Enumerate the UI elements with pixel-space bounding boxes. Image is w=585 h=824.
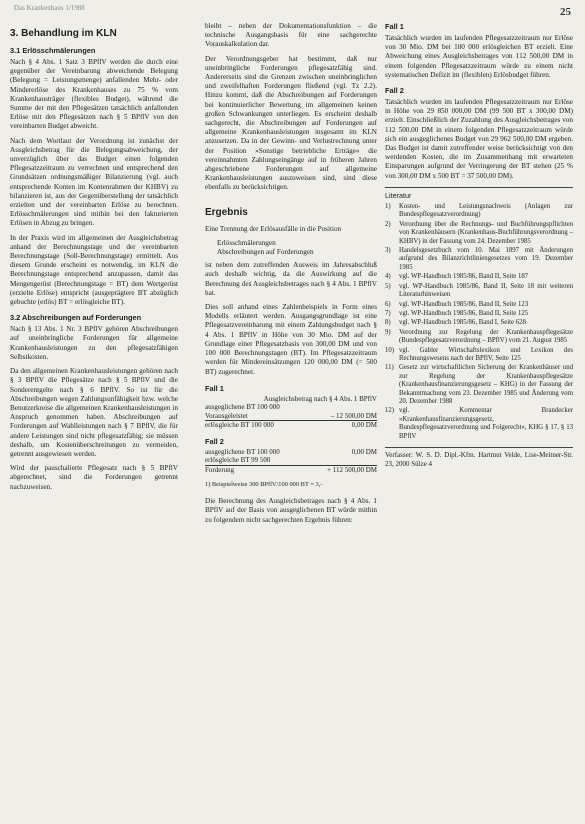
literature-item xyxy=(385,221,573,246)
literature-item xyxy=(385,247,573,272)
literature-number: 12) xyxy=(385,407,395,415)
author-note: Verfasser: W. S. D. Dipl.-Kfm. Hartmut Velde, Lise-Meitner-Str. 23, 2000 Sülze 4 xyxy=(385,447,573,469)
column-right xyxy=(385,22,573,792)
literature-number: 2) xyxy=(385,220,391,228)
literature-number: 8) xyxy=(385,319,391,327)
literature-number: 11) xyxy=(385,364,394,372)
result-item: Erlösschmälerungen xyxy=(217,238,276,247)
paragraph: Nach § 13 Abs. 1 Nr. 3 BPflV gehören Abschreibungen auf uneinbringliche Forderungen für allgemeine Krankenhausleistungen zu den pflegesatzfähigen Selbstkosten. xyxy=(10,325,178,361)
literature-number: 10) xyxy=(385,346,395,354)
result-title: Ergebnis xyxy=(205,206,248,218)
literature-item xyxy=(385,203,573,220)
literature-number: 3) xyxy=(385,247,391,255)
case2-row: Forderung + 112 500,00 DM xyxy=(205,465,377,474)
literature-text: Handelsgesetzbuch vom 10. Mai 1897 mit Änderungen aufgrund des Bilanzrichtliniengesetzes vom 19. Dezember 1985 xyxy=(399,247,573,271)
fall1-title: Fall 1 xyxy=(385,22,404,31)
result-item: Abschreibungen auf Forderungen xyxy=(217,248,314,257)
literature-text: Kosten- und Leistungsnachweis (Anlagen zur Bundespflegesatzverordnung) xyxy=(399,203,573,219)
subsection-title-3-2: 3.2 Abschreibungen auf Forderungen xyxy=(10,313,142,323)
case1-row: erlösgleiche BT 100 000 0,00 DM xyxy=(205,421,377,430)
literature-number: 1) xyxy=(385,203,391,211)
literature-number: 5) xyxy=(385,282,391,290)
case2-title: Fall 2 xyxy=(205,436,224,446)
case1-header: Ausgleichsbetrag nach § 4 Abs. 1 BPflV xyxy=(263,394,377,403)
column-middle xyxy=(205,22,377,792)
result-list xyxy=(205,239,377,257)
case1-row: Vorausgeleistet – 12 500,00 DM xyxy=(205,411,377,420)
literature-text: vgl. WP-Handbuch 1985/86, Band II, Seite 125 xyxy=(399,309,529,317)
case2-row: erlösgleiche BT 99 500 xyxy=(205,456,271,465)
section-title: 3. Behandlung im KLN xyxy=(10,28,117,39)
literature-text: vgl. WP-Handbuch 1985/86, Band II, Seite 18 mit weiteren Literaturhinweisen xyxy=(399,282,573,299)
paragraph: ist neben dem zutreffenden Ausweis im Jahresabschluß auch deshalb wichtig, da die Auswirkung auf die Berechnung des Ausgleichsbetrages nach § 4 Abs. 1 BPflV hat. xyxy=(205,261,377,297)
literature-item xyxy=(385,407,573,441)
paragraph: Nach dem Wortlaut der Verordnung ist zunächst der Ausgleichsbetrag für die Belegungsabweichung, der unverzüglich über das Budget einen folgenden Pflegesatzzeitraum zu verrechnen und entsprechend den Grundsätzen ordnungsmäßiger Bilanzierung (vgl. auch entsprechende Konten im Kontenrahmen der KHBV) zu bilanzieren ist, aus der Gegenüberstellung der tatsächlich erzielten und der vereinbarten Erlöse zu berechnen. Erlösschmälerungen sind mithin bei den fakturierten Erlösen in Abzug zu bringen. xyxy=(10,136,178,228)
subsection-title-3-1: 3.1 Erlösschmälerungen xyxy=(10,46,96,55)
literature-text: vgl. WP-Handbuch 1985/86, Band I, Seite 628 xyxy=(399,319,526,327)
paragraph: In der Praxis wird im allgemeinen der Ausgleichsbetrag anhand der Berechnungstage und der vereinbarten Berechnungstage (Soll-Berechnungstage) ermittelt. Aus diesem Grunde erscheint es notwendig, im KLN die Berechnungstage entsprechend anzupassen, damit das Mengengerüst (Berechnungstage = BT) dem Wertgerüst (erzielte Erlöse) entspricht (ausgeprägtere BT abzüglich gebuchte (erlös) BT = erlösgleiche BT). xyxy=(10,233,178,307)
page-number: 25 xyxy=(560,6,571,18)
literature-text: vgl. WP-Handbuch 1985/86, Band II, Seite 123 xyxy=(399,300,529,308)
paragraph: Tatsächlich wurden im laufenden Pflegesatzzeitraum nur Erlöse in Höhe von 29 850 000,00 DM (99 500 BT x 300,00 DM) erzielt. Einschließlich der Zuzahlung des Ausgleichsbetrages von 112 500,00 DM in einem folgenden Pflegesatzzeitraum würde sich ein ausgeglichenes Budget von 29 962 500,00 DM ergeben. Das Budget ist damit zutreffender weise berücksichtigt von den werdenden Kosten, die im Zusammenhang mit erwarteten Einsparungen aufgrund der Verringerung der BT stehen (25 % von 300,00 DM x 500 BT = 37 500,00 DM). xyxy=(385,98,573,180)
literature-item xyxy=(385,364,573,406)
literature-text: vgl. Gabler Wirtschaftslexikon und Lexikon des Rechnungswesens nach der BPflV, Seite 125 xyxy=(399,346,573,362)
literature-item xyxy=(385,347,573,364)
column-left xyxy=(10,22,178,792)
literature-item xyxy=(385,283,573,300)
literature-item xyxy=(385,301,573,309)
literature-number: 4) xyxy=(385,273,391,281)
fall2-title: Fall 2 xyxy=(385,86,404,96)
paragraph: bleibt – neben der Dokumentationsfunktion – die technische Ausgangsbasis für eine sachgerechte Vorauskalkulation dar. xyxy=(205,22,377,49)
literature-list xyxy=(385,203,573,441)
literature-text: Verordnung zur Regelung der Krankenhauspflegesätze (Bundespflegesatzverordnung – BPflV) vom 21. August 1985 xyxy=(399,328,573,345)
case1-row: ausgeglichene BT 100 000 xyxy=(205,403,280,412)
literature-number: 9) xyxy=(385,328,391,336)
paragraph: Der Verordnungsgeber hat bestimmt, daß nur uneinbringliche Forderungen pflegesatzfähig sind. Andererseits sind die Grenzen zwischen uneinbringlichen und zweifelhaften Forderungen fließend (vgl. Tz 2.2). Hinzu kommt, daß die Abschreibungen auf Forderungen bei kontinuierlicher Bewertung im allgemeinen keinen großen Schwankungen unterliegen. Es erscheint deshalb sachgerecht, die Abschreibungen auf Forderungen auf allgemeine Krankenhausleistungen insgesamt im KLN anzusetzen. Da in der Gewinn- und Verlustrechnung unter der Position »Sonstige betriebliche Erträge« die vereinnahmten Zahlungseingänge auf in früheren Jahren abgeschriebene Forderungen auf allgemeine Krankenhausleistungen auszuweisen sind, sind diese ebenfalls zu berücksichtigen. xyxy=(205,54,377,192)
paragraph: Tatsächlich wurden im laufenden Pflegesatzzeitraum nur Erlöse von 30 Mio. DM bei 100 000 erlösgleichen BT erzielt. Eine Abweichung eines Ausgleichsbetrages von 112 500,00 DM in einem folgenden Pflegesatzzeitraum würde zu einem nicht systematischen Defizit im (flexiblen) Erlösbudget führen. xyxy=(385,34,573,79)
paragraph: Nach § 4 Abs. 1 Satz 3 BPflV werden die durch eine gegenüber der Vereinbarung abweichende Belegung (Belegung = Leistungsmenge) anfallenden Mehr- oder Mindererlöse des Krankenhauses zu 75 % vom Krankenhausträger (flexibles Budget), während die Summe der mit den Pflegesätzen tatsächlich anfallenden Erlöse mit den Pflegesätzen nach § 5 BPflV von den vereinbarten Budget abweicht. xyxy=(10,58,178,131)
literature-text: vgl. Kommentar Brandecker »Krankenhausfinanzierungsgesetz, Bundespflegesatzverordnung und Folgerecht«, KHG § 17, § 13 BPflV xyxy=(399,407,573,440)
literature-item xyxy=(385,310,573,318)
paragraph: Dies soll anhand eines Zahlenbeispiels in Form eines Modells erläutert werden. Ausgangsgrundlage ist eine Pflegesatzvereinbarung mit einem Zahlungsbudget nach § 4 Abs. 1 BPflV in Höhe von 30 Mio. DM auf der Grundlage einer Pflegesatzbasis von 300,00 DM und von 100 000 Berechnungstagen (BT). Im Pflegesatzzeitraum werden für Mindereinsätzungen 120 000,00 DM (= 500 BT) zugerechnet. xyxy=(205,303,377,376)
literature-item xyxy=(385,329,573,346)
literature-number: 6) xyxy=(385,300,391,308)
literature-text: Gesetz zur wirtschaftlichen Sicherung der Krankenhäuser und zur Regelung der Krankenhauspflegesätze (Krankenhausfinanzierungsgesetz – KHG) in der Fassung der Bekanntmachung vom 23. Dezember 1985 und Änderung vom 20. Dezember 1988 xyxy=(399,364,573,405)
running-head: Das Krankenhaus 1/1988 xyxy=(14,4,85,12)
case1-title: Fall 1 xyxy=(205,383,224,393)
result-intro: Eine Trennung der Erlösausfälle in die Position xyxy=(205,224,342,233)
literature-title: Literatur xyxy=(385,187,573,200)
literature-text: vgl. WP-Handbuch 1985/86, Band II, Seite 187 xyxy=(399,273,529,281)
paragraph: Wird der pauschalierte Pflegesatz nach § 5 BPflV abgerechnet, sind die Forderungen getrennt nachzuweisen. xyxy=(10,464,178,491)
literature-number: 7) xyxy=(385,309,391,317)
literature-item xyxy=(385,319,573,327)
literature-text: Verordnung über die Rechnungs- und Buchführungspflichten von Krankenhäusern (Krankenhaus-Buchführungsverordnung – KHBV) in der Fassung vom 24. Dezember 1985 xyxy=(399,220,573,245)
literature-item xyxy=(385,273,573,281)
paragraph: Da den allgemeinen Krankenhausleistungen gehören nach § 3 BPflV die Pflegesätze nach § 5 BPflV und die Sonderentgelte nach § 6 BPflV. So ist für die Abschreibungen wegen Zahlungsunfähigkeit bzw. welche Benutzerkreise die allgemeinen Krankenhausleistungen in Anspruch genommen haben. Abschreibungen auf Forderungen auf Wahlleistungen nach § 7 BPflV, die für andere Leistungen sind nicht pflegesatzfähig; sie müssen deshalb, um Kostenüberschreitungen zu vermeiden, getrennt ausgewiesen werden. xyxy=(10,367,178,458)
footnote: 1) Beispielweise 300 BPflV/100 000 BT = 3,- xyxy=(205,480,323,488)
case2-row: ausgeglichene BT 100 000 0,00 DM xyxy=(205,447,377,456)
paragraph: Die Berechnung des Ausgleichsbetrages nach § 4 Abs. 1 BPflV auf der Basis von ausgeglichenen BT würde mithin zu folgendem nicht sachgerechten Ergebnis führen: xyxy=(205,497,377,524)
